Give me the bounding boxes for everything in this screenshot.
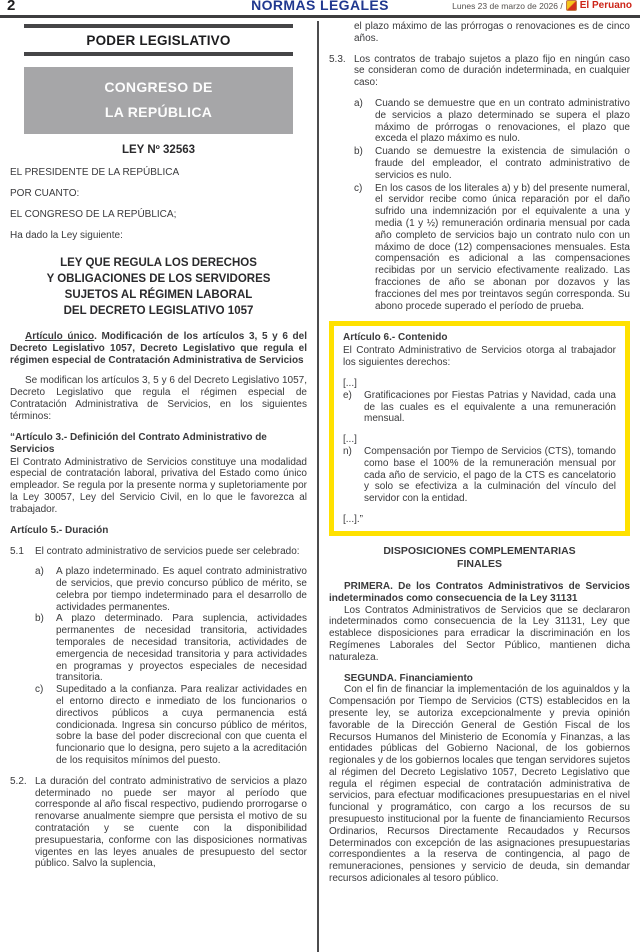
list-5-1 xyxy=(35,566,307,767)
item-5-3-label: 5.3. xyxy=(329,53,346,65)
art3-heading: “Artículo 3.- Definición del Contrato Administrativo de Servicios xyxy=(10,431,267,455)
primera-heading: PRIMERA. De los Contratos Administrativos de Servicios indeterminados como consecuencia de la Ley 31131 xyxy=(329,580,630,604)
item-5-1-text: El contrato administrativo de servicios puede ser celebrado: xyxy=(35,545,300,557)
item-n xyxy=(343,446,616,505)
segunda-body: Con el fin de financiar la implementación de los aguinaldos y la Compensación por Tiempo de Servicios (CTS) establecidos en la presente ley, se autoriza excepcionalmente y previa opinión favorable de la Dirección General de Gestión Fiscal de los Recursos Humanos del Ministerio de Economía y Finanzas, a las entidades públicas del Gobierno Nacional, de los gobiernos regionales y de los gobiernos locales que tengan servidores sujetos al régimen del Decreto Legislativo 1057, Decreto Legislativo que regula el régimen especial de contratación administrativa de servicios, para efectuar modificaciones presupuestarias en el nivel funcional y programático, con cargo a los recursos de su presupuesto institucional por la fuente de financiamiento Recursos Ordinarios, Recursos Directamente Recaudados y Recursos Determinados con excepción de las asignaciones presupuestarias correspondientes a la reserva de contingencia, al pago de remuneraciones, pensiones y servicio de deuda, sin demandar recursos adicionales al tesoro público. xyxy=(329,684,630,885)
law-title-line4: DEL DECRETO LEGISLATIVO 1057 xyxy=(63,304,254,317)
list-item-a xyxy=(35,566,307,613)
header-rule xyxy=(0,15,640,18)
item-5-2-label: 5.2. xyxy=(10,775,27,787)
se-modifican-paragraph: Se modifican los artículos 3, 5 y 6 del Decreto Legislativo 1057, Decreto Legislativo que regula el régimen especial de Contratación Administrativa de Servicios, en los siguientes términos: xyxy=(10,375,307,422)
item-e xyxy=(343,390,616,425)
list-item-b xyxy=(35,613,307,684)
primera-body: Los Contratos Administrativos de Servicios que se declararon indeterminados como consecuencia de la Ley 31131, Ley que establece disposiciones para erradicar la discriminación en los Regímenes Laborales del Sector Público, mantienen dicha naturaleza. xyxy=(329,604,630,663)
art3-body: El Contrato Administrativo de Servicios constituye una modalidad especial de contratación laboral, privativa del Estado como único empleador. Se regula por la presente norma y supletoriamente por la Ley 30057, Ley del Servicio Civil, en lo que le favorezca al trabajador. xyxy=(10,456,307,515)
law-title-line1: LEY QUE REGULA LOS DERECHOS xyxy=(60,256,257,269)
item-5-2-text: La duración del contrato administrativo de servicios a plazo determinado no puede ser mayor al período que corresponde al año fiscal respectivo, pudiendo prorrogarse o renovarse anualmente siempre que persista el motivo de su contratación y se cuente con la disponibilidad presupuestaria, conforme con las disposiciones normativas vigentes en las leyes anuales de presupuesto del sector público. Salvo la suplencia, xyxy=(35,775,307,870)
el-peruano-logo-icon xyxy=(566,0,577,11)
segunda-heading: SEGUNDA. Financiamiento xyxy=(344,672,473,684)
congress-box xyxy=(24,67,293,134)
list-item-b-text: A plazo determinado. Para suplencia, actividades permanentes de necesidad transitoria, actividades temporales de necesidad transitoria, actividades de emergencia de necesidad transitoria y para actividades en programas y proyectos especiales de necesidad transitoria. xyxy=(56,613,307,684)
intro-ha-dado: Ha dado la Ley siguiente: xyxy=(10,229,123,241)
list-item-a xyxy=(354,98,630,145)
column-divider xyxy=(317,21,319,952)
ellipsis-3: [...].” xyxy=(343,513,363,525)
list-item-b xyxy=(354,146,630,181)
section-banner xyxy=(24,24,293,56)
item-n-text: Compensación por Tiempo de Servicios (CTS), tomando como base el 100% de la remuneración mensual por cada año de servicio, el pago de la CTS es cancelatorio y solo se efectiviza a la culminación del vínculo del servidor con la entidad. xyxy=(364,445,616,505)
list-item-c xyxy=(35,684,307,767)
masthead-title: NORMAS LEGALES xyxy=(251,0,389,13)
articulo-unico-label: Artículo único xyxy=(25,330,95,342)
list-item-c-label: c) xyxy=(35,684,44,696)
list-item-c-text: Supeditado a la confianza. Para realizar actividades en el entorno directo e inmediato de los funcionarios o directivos públicos a cuya permanencia está condicionada. Ingresa sin concurso público de méritos, sobre la base del poder discrecional con que cuenta el funcionario que lo designa, pero sujeto a la acreditación de los requisitos mínimos del puesto. xyxy=(56,684,307,767)
intro-congreso: EL CONGRESO DE LA REPÚBLICA; xyxy=(10,208,177,220)
disposiciones-heading xyxy=(329,545,630,571)
continuation-paragraph: el plazo máximo de las prórrogas o renovaciones es de cinco años. xyxy=(354,21,630,44)
list-item-a-text: Cuando se demuestre que en un contrato administrativo de servicios a plazo determinado se supera el plazo máximo de prórrogas o renovaciones, el plazo que exceda el plazo máximo es nulo. xyxy=(375,97,630,145)
list-item-a-text: A plazo indeterminado. Es aquel contrato administrativo de servicios, que previo concurso público de mérito, se celebra por tiempo indeterminado para el desarrollo de actividades permanentes. xyxy=(56,566,307,613)
list-item-c-text: En los casos de los literales a) y b) del presente numeral, el servidor recibe como única reparación por el daño sufrido una indemnización por el equivalente a una y media (1 y ½) remuneración ordinaria mensual por cada año completo de servicios bajo un contrato nulo con un máximo de doce (12) compensaciones mensuales. Esta compensación es adicional a las compensaciones recibidas por un servicio efectivamente realizado. Las fracciones de año se abonan por dozavos y las fracciones del mes por treintavos según corresponda. Su abono procede superado el período de prueba. xyxy=(375,182,630,312)
list-item-b-text: Cuando se demuestre la existencia de simulación o fraude del empleador, el contrato administrativo de servicios es nulo. xyxy=(375,146,630,181)
articulo-unico-rest: . Modificación de los artículos 3, 5 y 6 del Decreto Legislativo 1057, Decreto Legislativo que regula el régimen especial de Contratación Administrativa de Servicios xyxy=(10,330,307,366)
art6-list xyxy=(343,390,616,425)
item-e-label: e) xyxy=(343,389,352,401)
right-column xyxy=(329,21,630,885)
brand-el-peruano: El Peruano xyxy=(579,0,632,11)
list-item-c xyxy=(354,183,630,313)
disposiciones-line2: FINALES xyxy=(457,557,502,570)
item-n-label: n) xyxy=(343,445,352,457)
intro-president: EL PRESIDENTE DE LA REPÚBLICA xyxy=(10,167,180,179)
section-banner-title: PODER LEGISLATIVO xyxy=(86,33,231,48)
art5-heading: Artículo 5.- Duración xyxy=(10,524,109,536)
item-5-1-label: 5.1 xyxy=(10,545,24,557)
list-item-c-label: c) xyxy=(354,182,363,194)
list-item-a-label: a) xyxy=(354,97,363,109)
ellipsis-2: [...] xyxy=(343,434,357,446)
intro-por-cuanto: POR CUANTO: xyxy=(10,188,80,200)
law-title xyxy=(10,255,307,319)
item-5-3-text: Los contratos de trabajo sujetos a plazo fijo en ningún caso se consideran como de duración indeterminada, en cualquier caso: xyxy=(354,53,630,89)
highlighted-article-box xyxy=(329,321,630,535)
date-line: Lunes 23 de marzo de 2026 / xyxy=(452,0,563,11)
congress-line2: LA REPÚBLICA xyxy=(104,104,213,121)
page-header xyxy=(0,0,640,16)
art6-heading: Artículo 6.- Contenido xyxy=(343,332,448,344)
art6-intro: El Contrato Administrativo de Servicios otorga al trabajador los siguientes derechos: xyxy=(343,345,616,369)
articulo-unico-heading xyxy=(10,331,307,366)
ellipsis-1: [...] xyxy=(343,377,357,389)
item-5-1 xyxy=(10,546,307,558)
item-5-2 xyxy=(10,776,307,870)
art6-list-n xyxy=(343,446,616,505)
list-item-a-label: a) xyxy=(35,566,44,578)
list-5-3 xyxy=(354,98,630,312)
congress-line1: CONGRESO DE xyxy=(104,79,213,95)
list-item-b-label: b) xyxy=(354,146,363,158)
item-e-text: Gratificaciones por Fiestas Patrias y Navidad, cada una de las cuales es el equivalente a una remuneración mensual. xyxy=(364,389,616,425)
law-title-line3: SUJETOS AL RÉGIMEN LABORAL xyxy=(64,288,253,301)
disposiciones-line1: DISPOSICIONES COMPLEMENTARIAS xyxy=(383,544,576,557)
page-number: 2 xyxy=(7,0,16,14)
header-date-brand xyxy=(452,0,632,11)
banner-rule-bottom xyxy=(24,52,293,56)
item-5-3 xyxy=(329,54,630,89)
law-title-line2: Y OBLIGACIONES DE LOS SERVIDORES xyxy=(46,272,271,285)
law-number: LEY Nº 32563 xyxy=(121,144,196,157)
list-item-b-label: b) xyxy=(35,613,44,625)
left-column xyxy=(10,24,307,879)
